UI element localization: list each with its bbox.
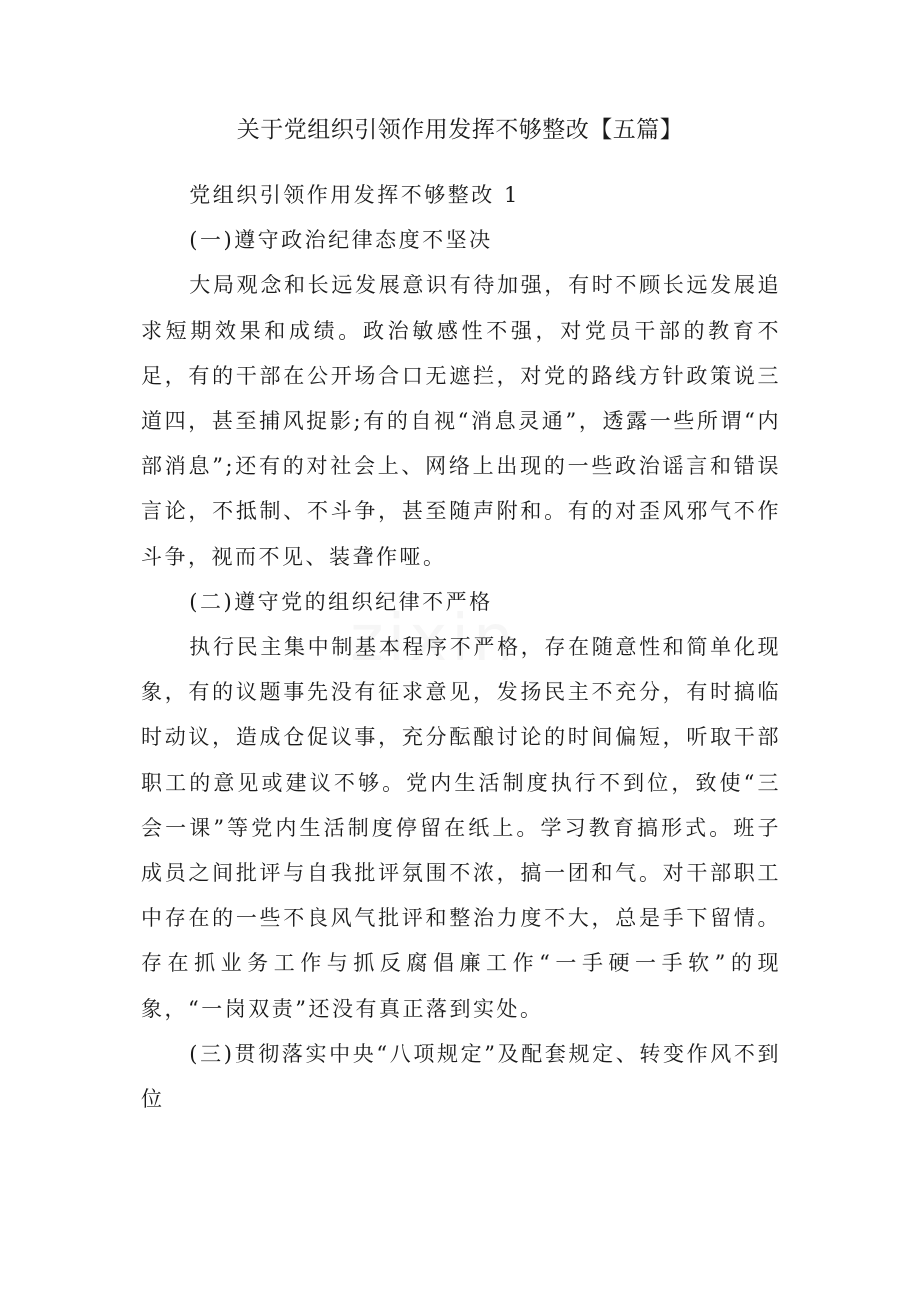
document-title: 关于党组织引领作用发挥不够整改【五篇】 <box>236 117 684 143</box>
body-paragraph-2: 执行民主集中制基本程序不严格，存在随意性和简单化现象，有的议题事先没有征求意见，发扬民主不充分，有时搞临时动议，造成仓促议事，充分酝酿讨论的时间偏短，听取干部职工的意见或建议不够。党内生活制度执行不到位，致使“三会一课”等党内生活制度停留在纸上。学习教育搞形式。班子成员之间批评与自我批评氛围不浓，搞一团和气。对干部职工中存在的一些不良风气批评和整治力度不大，总是手下留情。存在抓业务工作与抓反腐倡廉工作“一手硬一手软”的现象，“一岗双责”还没有真正落到实处。 <box>141 635 781 1021</box>
document-body <box>141 173 781 1122</box>
section-heading-2: (二)遵守党的组织纪律不严格 <box>189 589 493 614</box>
section-heading-1: (一)遵守政治纪律态度不坚决 <box>189 228 493 253</box>
body-paragraph-1: 大局观念和长远发展意识有待加强，有时不顾长远发展追求短期效果和成绩。政治敏感性不强，对党员干部的教育不足，有的干部在公开场合口无遮拦，对党的路线方针政策说三道四，甚至捕风捉影;有的自视“消息灵通”，透露一些所谓“内部消息”;还有的对社会上、网络上出现的一些政治谣言和错误言论，不抵制、不斗争，甚至随声附和。有的对歪风邪气不作斗争，视而不见、装聋作哑。 <box>141 273 781 569</box>
section-heading-main: 党组织引领作用发挥不够整改 1 <box>189 183 520 207</box>
section-heading-3: (三)贯彻落实中央“八项规定”及配套规定、转变作风不到位 <box>141 1041 781 1112</box>
